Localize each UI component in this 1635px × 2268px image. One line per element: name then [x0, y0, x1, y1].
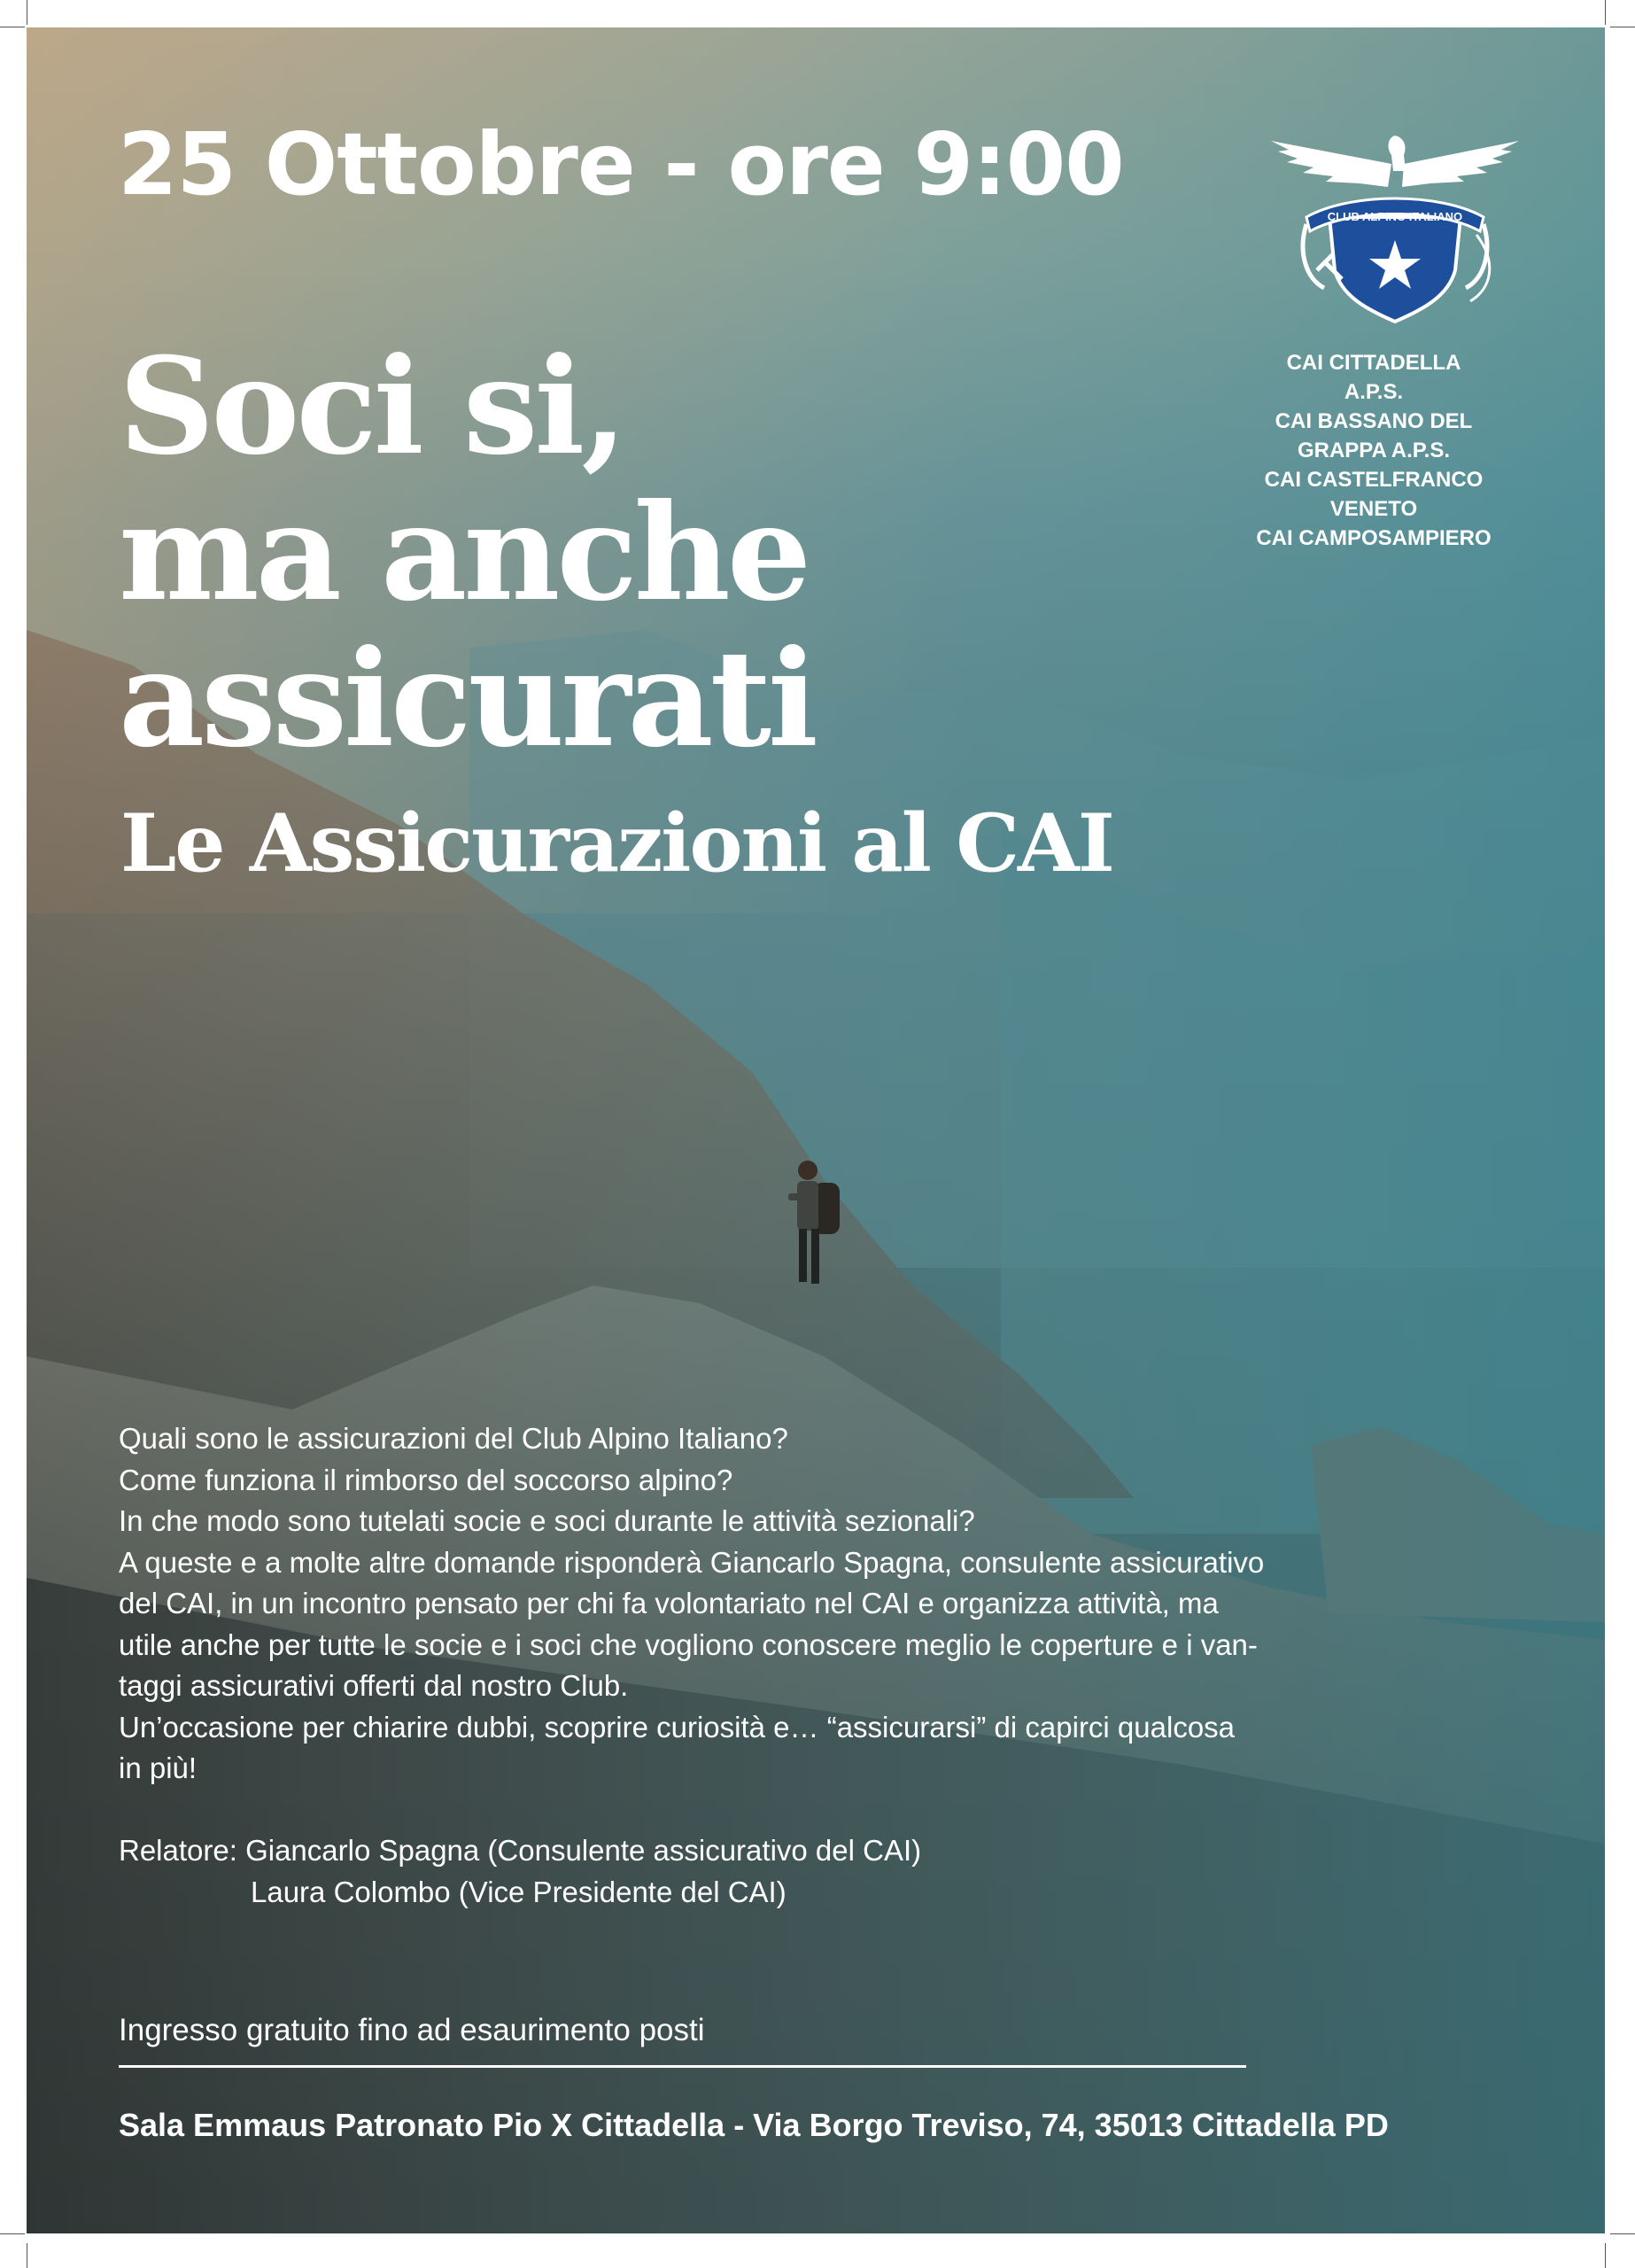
organizer-line: VENETO: [1329, 497, 1418, 521]
speaker-line: Relatore: Giancarlo Spagna (Consulente assicurativo del CAI): [119, 1834, 922, 1867]
logo-banner-text: CLUB ALPINO ITALIANO: [1327, 210, 1463, 223]
description-line: utile anche per tutte le socie e i soci che vogliono conoscere meglio le coperture e i van-: [119, 1627, 1258, 1661]
event-poster: [27, 27, 1605, 2233]
description-line: taggi assicurativi offerti dal nostro Club.: [119, 1669, 629, 1702]
event-subtitle: Le Assicurazioni al CAI: [120, 796, 1113, 890]
organizer-line: GRAPPA A.P.S.: [1297, 439, 1451, 462]
description-line: In che modo sono tutelati socie e soci durante le attività sezionali?: [119, 1504, 975, 1537]
organizer-line: A.P.S.: [1344, 380, 1404, 404]
organizer-line: CAI BASSANO DEL: [1275, 409, 1473, 433]
event-title-line: ma anche: [119, 475, 809, 631]
crop-mark: [1610, 2233, 1635, 2234]
speakers-block: [119, 1830, 921, 1913]
organizer-line: CAI CITTADELLA: [1286, 351, 1461, 375]
event-title-line: Soci si,: [119, 329, 624, 485]
event-date-time: 25 Ottobre - ore 9:00: [118, 114, 1124, 214]
event-title-line: assicurati: [119, 621, 815, 777]
crop-mark: [1605, 2243, 1606, 2268]
organizer-line: CAI CASTELFRANCO: [1264, 468, 1484, 492]
description-line: del CAI, in un incontro pensato per chi fa volontariato nel CAI e organizza attività, ma: [119, 1587, 1219, 1619]
entry-info: Ingresso gratuito fino ad esaurimento posti: [119, 2013, 705, 2047]
speaker-line: Laura Colombo (Vice Presidente del CAI): [251, 1875, 787, 1908]
description-line: in più!: [119, 1751, 198, 1784]
description-line: Quali sono le assicurazioni del Club Alpino Italiano?: [119, 1422, 788, 1455]
divider: [119, 2065, 1246, 2068]
cai-logo: [1271, 128, 1519, 332]
description-line: A queste e a molte altre domande risponderà Giancarlo Spagna, consulente assicurativo: [119, 1545, 1265, 1579]
organizers-list: [1236, 348, 1511, 553]
event-description: [119, 1418, 1376, 1790]
crop-mark: [0, 2233, 25, 2234]
description-line: Come funziona il rimborso del soccorso alpino?: [119, 1463, 733, 1496]
crop-mark: [1605, 0, 1606, 25]
organizer-line: CAI CAMPOSAMPIERO: [1256, 526, 1492, 550]
eagle-icon: [1271, 136, 1519, 187]
venue-address: Sala Emmaus Patronato Pio X Cittadella - Via Borgo Treviso, 74, 35013 Cittadella PD: [119, 2107, 1389, 2143]
description-line: Un’occasione per chiarire dubbi, scoprire curiosità e… “assicurarsi” di capirci qualcosa: [119, 1710, 1236, 1744]
